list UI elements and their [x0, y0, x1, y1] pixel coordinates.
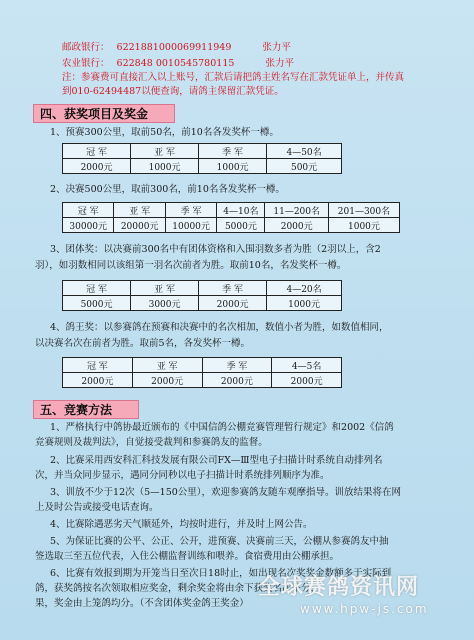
rule-line-8: 5、为保证比赛的公平、公正、公开，进预赛、决赛前三天，公棚从参赛鸽友中抽	[50, 536, 389, 547]
table3-value-4: 1000元	[267, 296, 342, 311]
table1-value-4: 500元	[267, 159, 342, 174]
prize-item-3-line-2: 羽），如羽数相同以该组第一羽名次前者为胜。取前10名，名发奖杯一樽。	[35, 260, 347, 271]
table2-value-6: 1000元	[328, 218, 399, 233]
table3-header-1: 冠 军	[63, 281, 131, 296]
table3-header-3: 季 军	[199, 281, 267, 296]
rule-line-5: 3、训放不少于12次（5—150公里），欢迎参赛鸽友随车观摩指导。训放结果将在网	[50, 487, 402, 498]
prize-table-preliminary	[62, 143, 342, 174]
prize-item-4-line-1: 4、鸽王奖：以参赛鸽在预赛和决赛中的名次相加，数值小者为胜，如数值相同，	[50, 322, 389, 333]
table1-header-1: 冠 军	[63, 144, 131, 159]
rule-line-4: 次，并当众同步显示，遇同分同秒以电子扫描计时系统排列顺序为准。	[35, 470, 330, 481]
prize-table-team	[62, 280, 342, 311]
prize-table-final	[62, 202, 400, 233]
table4-header-4: 4—5名	[272, 358, 342, 373]
agri-bank-holder: 张力平	[265, 58, 294, 69]
rule-line-9: 签选取三至五位代表，入住公棚监督训练和喂养。食宿费用由公棚承担。	[35, 551, 340, 562]
table4-header-1: 冠 军	[63, 358, 133, 373]
payment-note-1: 注：参赛费可直接汇入以上账号，汇款后请把鸽主姓名写在汇款凭证单上，并传真	[62, 72, 405, 83]
table2-value-5: 2000元	[265, 218, 328, 233]
prize-item-1: 1、预赛300公里，取前50名，前10名各发奖杯一樽。	[50, 127, 279, 138]
section-5-title: 五、竞赛方法	[33, 400, 139, 419]
table3-value-3: 2000元	[199, 296, 267, 311]
payment-note-2: 到010-62494487以便查询，请鸽主保留汇款凭证。	[62, 86, 284, 97]
rule-line-12: 果，奖金由上笼鸽均分。（不含团体奖金鸽王奖金）	[35, 598, 249, 609]
table1-value-1: 2000元	[63, 159, 131, 174]
table3-value-2: 3000元	[131, 296, 199, 311]
table4-value-1: 2000元	[63, 373, 133, 388]
table1-value-3: 1000元	[199, 159, 267, 174]
table1-value-2: 1000元	[131, 159, 199, 174]
prize-item-4-line-2: 以决赛名次在前者为胜。取前5名，各发奖杯一樽。	[35, 338, 251, 349]
agri-bank-row	[62, 58, 294, 70]
table4-value-3: 2000元	[202, 373, 272, 388]
table2-header-4: 4—10名	[217, 203, 265, 218]
rule-line-7: 4、比赛除遇恶劣天气顺延外，均按时进行，并及时上网公告。	[50, 519, 313, 530]
table4-header-3: 季 军	[202, 358, 272, 373]
table2-header-1: 冠 军	[63, 203, 114, 218]
table2-value-2: 20000元	[114, 218, 165, 233]
table2-value-1: 30000元	[63, 218, 114, 233]
table1-header-4: 4—50名	[267, 144, 342, 159]
table2-header-5: 11—200名	[265, 203, 328, 218]
postal-bank-row	[62, 42, 291, 54]
rule-line-6: 上及时公告或接受电话查询。	[35, 502, 159, 513]
rule-line-10: 6、比赛有效报到期为开笼当日至次日18时止，如出现名次奖奖金数额多于实际到	[50, 568, 392, 579]
postal-bank-label: 邮政银行：	[62, 42, 110, 53]
table4-value-4: 2000元	[272, 373, 342, 388]
rule-line-2: 竞赛规则及裁判法》，自觉接受裁判和参赛鸽友的监督。	[35, 437, 268, 448]
agri-bank-account: 622848 0010545780115	[116, 58, 235, 69]
table3-header-4: 4—20名	[267, 281, 342, 296]
table2-value-3: 10000元	[165, 218, 216, 233]
table3-value-1: 5000元	[63, 296, 131, 311]
rule-line-3: 2、比赛采用西安科汇科技发展有限公司FX—Ⅲ型电子扫描计时系统自动排列名	[50, 455, 383, 466]
postal-bank-holder: 张力平	[262, 42, 291, 53]
table2-header-2: 亚 军	[114, 203, 165, 218]
table2-header-3: 季 军	[165, 203, 216, 218]
table4-value-2: 2000元	[132, 373, 202, 388]
agri-bank-label: 农业银行：	[62, 58, 110, 69]
table2-value-4: 5000元	[217, 218, 265, 233]
postal-bank-account: 6221881000069911949	[116, 42, 232, 53]
table3-header-2: 亚 军	[131, 281, 199, 296]
section-4-title: 四、获奖项目及奖金	[33, 104, 175, 123]
table1-header-2: 亚 军	[131, 144, 199, 159]
rule-line-1: 1、严格执行中鸽协最近颁布的《中国信鸽公棚竞赛管理暂行规定》和2002《信鸽	[50, 422, 394, 433]
prize-item-2: 2、决赛500公里，取前300名，前10名各发奖杯一樽。	[50, 184, 285, 195]
table2-header-6: 201—300名	[328, 203, 399, 218]
prize-table-king	[62, 357, 342, 388]
site-watermark: 全球赛鸽资讯网	[258, 575, 420, 600]
rule-line-11: 鸽，获奖鸽按名次领取相应奖金，剩余奖金将由余下获奖名次平分，	[35, 583, 321, 594]
site-watermark-url: www.hpw-js.com	[300, 602, 429, 616]
table1-header-3: 季 军	[199, 144, 267, 159]
prize-item-3-line-1: 3、团体奖：以决赛前300名中有团体资格和入围羽数多者为胜（2羽以上，含2	[50, 244, 381, 255]
table4-header-2: 亚 军	[132, 358, 202, 373]
